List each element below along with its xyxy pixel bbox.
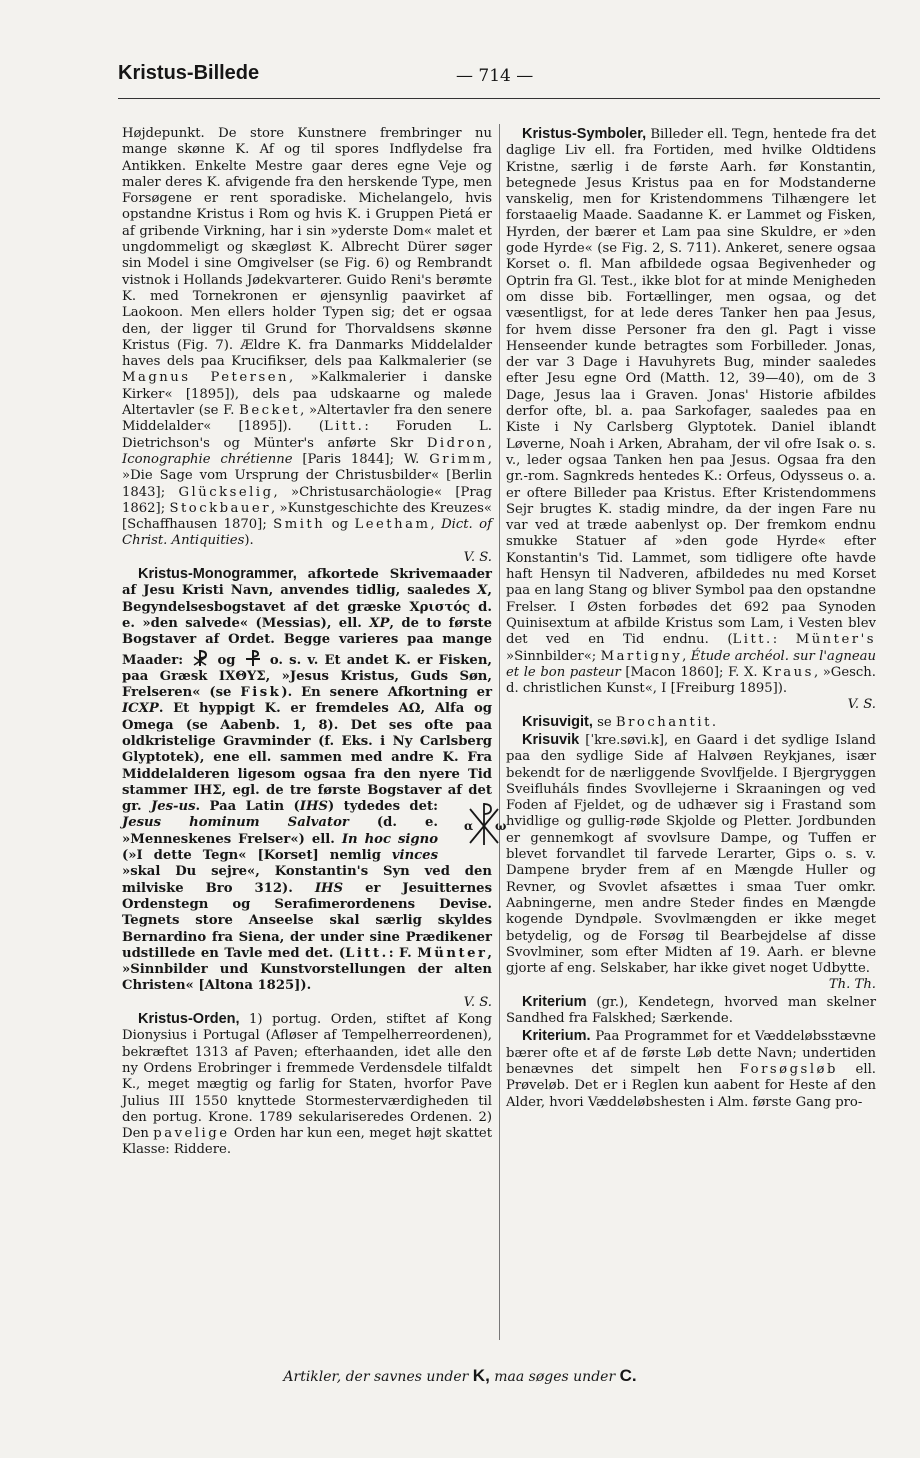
headword: Krisuvik (522, 731, 580, 748)
staurogram-icon (244, 649, 262, 667)
svg-text:α: α (464, 819, 474, 834)
entry-kristus-symboler: Kristus-Symboler, Billeder ell. Tegn, hentede fra det daglige Liv ell. fra Fortiden, med hvilke Oldtidens Kristne, særlig i de første Aarh. før Konstantin, betegnede Jesus Kristus paa en for Modstanderne vanskelig, men for Kristendommens Tilhængere let forstaaelig Maade. Saadanne K. er Lammet og Fisken, Hyrden, der bærer et Lam paa sine Skuldre, er »den gode Hyrde« (se Fig. 2, S. 711). Ankeret, senere ogsaa Korset o. fl. Man afbildede ogsaa Begivenheder og Optrin fra Gl. Test., ikke blot for at minde Menigheden om disse bib. Fortællinger, men ogsaa, og det væsentligst, for at lede deres Tanker hen paa Jesus, for hvem disse Personer fra den gl. Pagt i visse Henseender kunde betragtes som Forbilleder. Jonas, der var 3 Dage i Havuhyrets Bug, minder saaledes efter Jesu egne Ord (Matth. 12, 39—40), om de 3 Dage, Jesus laa i Graven. Jonas' Historie afbildes derfor ofte, bl. a. paa Sarkofager, saaledes paa en Kiste i Ny Carlsberg Glyptotek. Daniel iblandt Løverne, Noah i Arken, Abraham, der vil ofre Isak o. s. v., leder ogsaa Tanken hen paa Jesus. Ogsaa fra den gr.-rom. Sagnkreds hentedes K.: Orfeus, Odysseus o. a. er oftere Billeder paa Kristus. Efter Kristendommens Sejr brugtes K. stadig mindre, da der ingen Fare nu var ved at træde aabenlyst op. Der fremkom endnu smukke Statuer af »den gode Hyrde« efter Konstantin's Tid. Lammet, som tidligere ofte havde haft Hensyn til Nadveren, afbildedes nu med Korset paa en lang Stang og bliver Symbol paa den opstandne Frelser. I Østen forbødes det 692 paa Synoden Quinisextum at afbilde Kristus som Lam, i Vesten blev det ved en Tid endnu. (Litt.: Münter's »Sinnbilder«; Martigny, Étude archéol. sur l'agneau et le bon pasteur [Macon 1860]; F. X. Kraus, »Gesch. d. christlichen Kunst«, I [Freiburg 1895]). (506, 126, 876, 697)
signature: V. S. (463, 549, 492, 565)
headword: Kriterium (522, 993, 587, 1010)
alpha-omega-monogram-figure (444, 801, 507, 847)
entry-kristus-monogrammer: Kristus-Monogrammer, afkortede Skrivemaader af Jesu Kristi Navn, anvendes tidlig, saaledes X, Begyndelsesbogstavet af det græske Χριστός d. e. »den salvede« (Messias), ell. XP, de to første Bogstaver af Ordet. Begge varieres paa mange Maader: og o. s. v. Et andet K. er Fisken, paa Græsk ΙΧΘΥΣ, »Jesus Kristus, Guds Søn, Frelseren« (se Fisk). En senere Afkortning er ICXP. Et hyppigt K. er fremdeles ΑΩ, Alfa og Omega (se Aabenb. 1, 8). Det ses ofte paa oldkristelige Gravminder (f. Eks. i Ny Carlsberg Glyptotek), ene ell. sammen med andre K. Fra Middelalderen ligesom ogsaa fra den nyere Tid stammer ΙΗΣ, egl. de tre første Bogstaver af det gr. α ω Jes-us. Paa Latin (IHS) tydedes det: Jesus hominum Salvator (d. e. »Menneskenes Frelser«) ell. In hoc signo (»I dette Tegn« [Korset] nemlig vinces »skal Du sejre«, Konstantin's Syn ved den milviske Bro 312). IHS er Jesuitternes Ordenstegn og Serafimerordenens Devise. Tegnets store Anseelse skal særlig skyldes Bernardino fra Siena, der under sine Prædikener udstillede en Tavle med det. (Litt.: F. Münter, »Sinnbilder und Kunstvorstellungen der alten Christen« [Altona 1825]). (122, 566, 507, 994)
headword: Kristus-Orden, (138, 1011, 240, 1028)
entry-krisuvigit: Krisuvigit, se Brochantit. (522, 713, 717, 730)
page-number: — 714 — (456, 66, 534, 86)
entry-kriterium-gr: Kriterium (gr.), Kendetegn, hvorved man skelner Sandhed fra Falskhed; Særkende. (506, 993, 876, 1027)
page-footer-note: Artikler, der savnes under K, maa søges under C. (283, 1366, 637, 1385)
signature: V. S. (463, 994, 492, 1010)
signature: Th. Th. (828, 977, 876, 993)
header-rule (118, 98, 880, 99)
right-column (506, 126, 876, 1111)
headword: Krisuvigit, (522, 713, 593, 730)
signature: V. S. (847, 697, 876, 713)
entry-krisuvik: Krisuvik [ˈkre.søvi.k], en Gaard i det sydlige Island paa den sydlige Side af Halvøen Reykjanes, især bekendt for de nærliggende Svovlfjelde. I Bjergryggen Sveifluháls findes Svovllejerne i Skraaningen og ved Foden af Fjeldet, og de udhæver sig i Frastand som hvidlige og gullig-røde Skjolde og Pletter. Jordbunden er gennemkogt af svovlsure Dampe, og Tuffen er blevet forvandlet til farvede Lerarter, Gips o. s. v. Dampene bryder frem af en Mængde Huller og Revner, og Svovlet afsættes i smaa Tuer omkr. Aabningerne, men andre Steder findes en Mængde kogende Dyndpøle. Svovlmængden er ikke meget betydelig, og de Forsøg til Bearbejdelse af disse Svovlminer, som efter Midten af 19. Aarh. er blevne gjorte af eng. Selskaber, har ikke givet noget Udbytte. (506, 731, 876, 977)
left-column (122, 126, 507, 1159)
headword: Kristus-Symboler, (522, 126, 647, 142)
svg-text:ω: ω (495, 819, 507, 834)
entry-kristus-orden: Kristus-Orden, 1) portug. Orden, stiftet af Kong Dionysius i Portugal (Afløser af Tempelherreordenen), bekræftet 1313 af Paven; efterhaanden, idet alle den ny Ordens Erobringer i fremmede Verdensdele tilfaldt K., meget mægtig og farlig for Staten, hvorfor Pave Julius III 1550 knyttede Stormesterværdigheden til den portug. Krone. 1789 sekulariseredes Ordenen. 2) Den pavelige Orden har kun een, meget højt skattet Klasse: Riddere. (122, 1011, 492, 1158)
column-divider (499, 124, 500, 1340)
entry-kriterium-sport: Kriterium. Paa Programmet for et Væddeløbsstævne bærer ofte et af de første Løb dette Navn; undertiden benævnes det simpelt hen Forsøgsløb ell. Prøveløb. Det er i Reglen kun aabent for Heste af den Alder, hvori Væddeløbshesten i Alm. første Gang pro- (506, 1028, 876, 1110)
headword: Kristus-Monogrammer, (138, 566, 297, 583)
alpha-omega-chi-rho-icon (460, 801, 508, 847)
page-title: Kristus-Billede (118, 62, 260, 84)
entry-kristus-billede-continued: Højdepunkt. De store Kunstnere frembringer nu mange skønne K. Af og til spores Indflydelse fra Antikken. Enkelte Mestre gaar deres egne Veje og maler deres K. afvigende fra den herskende Type, men Forsøgene er rent sporadiske. Michelangelo, hvis opstandne Kristus i Rom og hvis K. i Gruppen Pietá er af gribende Virkning, har i sin »yderste Dom« malet et ungdommeligt og skægløst K. Albrecht Dürer søger sin Model i sine Omgivelser (se Fig. 6) og Rembrandt vistnok i Hollands Jødekvarterer. Guido Reni's berømte K. med Tornekronen er øjensynlig paavirket af Laokoon. Men ellers holder Typen sig; det er ogsaa den, der ligger til Grund for Thorvaldsens skønne Kristus (Fig. 7). Ældre K. fra Danmarks Middelalder haves dels paa Krucifikser, dels paa Kalkmalerier (se Magnus Petersen, »Kalkmalerier i danske Kirker« [1895]), dels paa udskaarne og malede Altertavler (se F. Becket, »Altertavler fra den senere Middelalder« [1895]). (Litt.: Foruden L. Dietrichson's og Münter's anførte Skr Didron, Iconographie chrétienne [Paris 1844]; W. Grimm, »Die Sage vom Ursprung der Christusbilder« [Berlin 1843]; Glückselig, »Christusarchäologie« [Prag 1862]; Stockbauer, »Kunstgeschichte des Kreuzes« [Schaffhausen 1870]; Smith og Leetham, Dict. of Christ. Antiquities). (122, 126, 493, 549)
headword: Kriterium. (522, 1028, 591, 1045)
chi-rho-monogram-icon (191, 649, 209, 667)
page-header (118, 62, 880, 96)
